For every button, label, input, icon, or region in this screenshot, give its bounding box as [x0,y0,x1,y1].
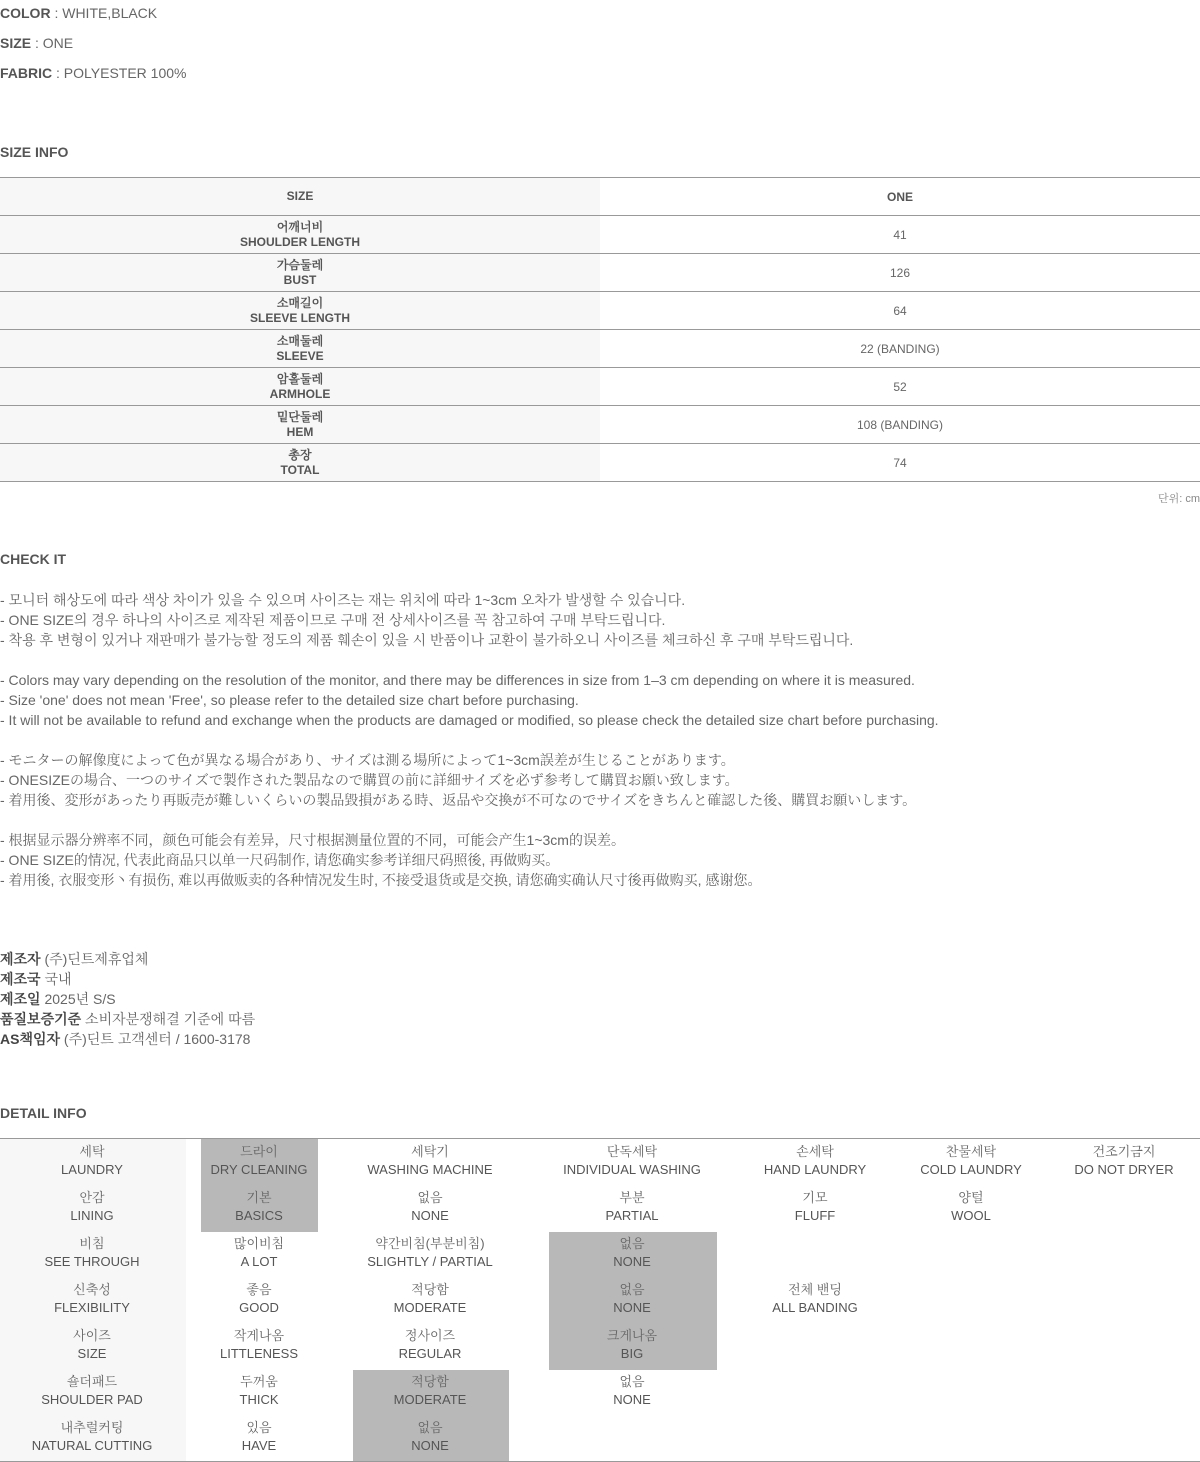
detail-option [1074,1143,1173,1179]
detail-text-en: GOOD [239,1300,279,1315]
size-label-en: SLEEVE LENGTH [249,310,350,325]
detail-text-en: MODERATE [393,1392,467,1407]
detail-text-en: NATURAL CUTTING [31,1438,153,1453]
note-line: - ONE SIZE的情况, 代表此商品只以单一尺码制作, 请您确实参考详细尺码照後, 再做购买。 [0,852,560,868]
detail-option [411,1419,449,1455]
spec-value: : ONE [31,35,74,51]
detail-text-ko: 없음 [619,1236,645,1251]
spec-value: : WHITE,BLACK [50,5,158,21]
detail-text-en: HAVE [241,1438,277,1453]
detail-text-ko: 정사이즈 [404,1328,456,1343]
detail-text-ko: 부분 [619,1190,645,1205]
detail-option [394,1281,467,1317]
detail-text-ko: 두꺼움 [240,1374,278,1389]
size-row [0,254,1200,292]
maker-value: (주)딘트 고객센터 / 1600-3178 [60,1031,251,1047]
detail-option [764,1143,866,1179]
size-row-value: 126 [600,254,1200,292]
maker-value: (주)딘트제휴업체 [40,951,149,967]
maker-value: 소비자분쟁해결 기준에 따름 [81,1011,256,1027]
detail-text-ko: 양털 [958,1190,984,1205]
detail-text-en: ALL BANDING [772,1300,858,1315]
detail-text-ko: 좋음 [246,1282,272,1297]
detail-text-ko: 건조기금지 [1092,1144,1156,1159]
spec-label: FABRIC [0,65,53,81]
detail-text-ko: 세탁 [79,1144,105,1159]
size-table-header [0,178,1200,216]
detail-option [367,1235,492,1271]
note-line: - 모니터 해상도에 따라 색상 차이가 있을 수 있으며 사이즈는 재는 위치에 따라 1~3cm 오차가 발생할 수 있습니다. [0,592,686,608]
note-line: - モニターの解像度によって色が異なる場合があり、サイズは測る場所によって1~3cm誤差が生じることがあります。 [0,752,735,768]
size-header-label: SIZE [0,178,600,216]
detail-text-ko: 많이비침 [233,1236,285,1251]
detail-row-label [73,1327,111,1363]
detail-option [235,1189,283,1225]
maker-label: 제조일 [0,991,41,1007]
detail-option [234,1235,284,1271]
size-row [0,292,1200,330]
detail-text-ko: 기모 [802,1190,828,1205]
spec-fabric [0,64,186,82]
detail-text-en: COLD LAUNDRY [920,1162,1022,1177]
detail-text-en: DO NOT DRYER [1074,1162,1174,1177]
detail-option [613,1235,651,1271]
detail-text-en: WOOL [951,1208,991,1223]
size-row-label [0,406,600,444]
detail-text-ko: 세탁기 [411,1144,449,1159]
size-label-en: BUST [283,272,317,287]
size-label-ko: 어깨너비 [276,219,324,234]
maker-info [0,949,255,1049]
size-label-ko: 암홀둘레 [276,371,324,386]
detail-row-label [41,1373,143,1409]
detail-text-ko: 안감 [79,1190,105,1205]
maker-row [0,949,255,969]
size-label-en: ARMHOLE [269,386,331,401]
maker-label: 제조자 [0,951,41,967]
size-label-en: SLEEVE [276,348,324,363]
maker-row [0,989,255,1009]
detail-option [613,1281,651,1317]
detail-text-ko: 작게나옴 [233,1328,285,1343]
size-header-value: ONE [600,178,1200,216]
detail-text-en: NONE [613,1300,651,1315]
size-info-title: SIZE INFO [0,144,69,160]
detail-text-en: REGULAR [398,1346,462,1361]
detail-text-ko: 드라이 [240,1144,278,1159]
size-row-value: 22 (BANDING) [600,330,1200,368]
size-row-value: 52 [600,368,1200,406]
detail-text-en: A LOT [240,1254,278,1269]
detail-option [399,1327,462,1363]
detail-text-en: NONE [411,1208,449,1223]
detail-row-label [70,1189,113,1225]
detail-text-ko: 적당함 [411,1282,449,1297]
detail-text-ko: 크게나옴 [606,1328,658,1343]
detail-text-ko: 찬물세탁 [945,1144,997,1159]
detail-text-ko: 신축성 [73,1282,111,1297]
spec-color [0,4,157,22]
detail-option [394,1373,467,1409]
note-line: - ONESIZEの場合、一つのサイズで製作された製品なので購買の前に詳細サイズを必ず参考して購買お願い致します。 [0,772,739,788]
spec-size [0,34,73,52]
size-row-label [0,368,600,406]
size-row [0,406,1200,444]
detail-text-en: NONE [613,1254,651,1269]
detail-option [210,1143,307,1179]
detail-option [951,1189,991,1225]
detail-row-label [44,1235,139,1271]
detail-text-ko: 손세탁 [796,1144,834,1159]
size-label-en: SHOULDER LENGTH [240,234,360,249]
detail-info-title: DETAIL INFO [0,1105,87,1121]
detail-text-en: SLIGHTLY / PARTIAL [367,1254,493,1269]
detail-option [607,1327,657,1363]
note-line: - It will not be available to refund and exchange when the products are damaged or modified, so please check the detailed size chart before purchasing. [0,712,939,728]
maker-row [0,969,255,989]
note-line: - 着用後、変形があったり再販売が難しいくらいの製品毀損がある時、返品や交換が不可なのでサイズをきちんと確認した後、購買お願いします。 [0,792,917,808]
spec-value: : POLYESTER 100% [52,65,187,81]
detail-text-ko: 없음 [619,1374,645,1389]
size-label-ko: 소매길이 [276,295,324,310]
maker-label: 제조국 [0,971,41,987]
size-row-value: 108 (BANDING) [600,406,1200,444]
detail-text-en: NONE [613,1392,651,1407]
detail-text-en: NONE [411,1438,449,1453]
size-row-label [0,292,600,330]
detail-text-en: LINING [70,1208,114,1223]
size-row-label [0,216,600,254]
size-row-label [0,444,600,482]
note-line: - 着用後, 衣服变形丶有损伤, 难以再做贩卖的各种情况发生时, 不接受退货或是交换, 请您确实确认尺寸後再做购买, 感谢您。 [0,872,762,888]
detail-option [772,1281,858,1317]
note-line: - ONE SIZE의 경우 하나의 사이즈로 제작된 제품이므로 구매 전 상세사이즈를 꼭 참고하여 구매 부탁드립니다. [0,612,666,628]
detail-text-ko: 내추럴커팅 [60,1420,124,1435]
size-label-ko: 밑단둘레 [276,409,324,424]
detail-row-label [54,1281,130,1317]
detail-text-ko: 숄더패드 [66,1374,118,1389]
size-row [0,216,1200,254]
check-it-title: CHECK IT [0,551,67,567]
detail-text-ko: 비침 [79,1236,105,1251]
detail-text-ko: 기본 [246,1190,272,1205]
detail-option [367,1143,492,1179]
detail-text-en: MODERATE [393,1300,467,1315]
detail-text-en: DRY CLEANING [210,1162,308,1177]
size-row [0,368,1200,406]
note-line: - Size 'one' does not mean 'Free', so please refer to the detailed size chart before purchasing. [0,692,579,708]
note-line: - Colors may vary depending on the resolution of the monitor, and there may be differences in size from 1–3 cm depending on where it is measured. [0,672,915,688]
detail-text-en: FLEXIBILITY [54,1300,130,1315]
detail-text-ko: 없음 [417,1420,443,1435]
detail-text-en: SHOULDER PAD [41,1392,143,1407]
detail-text-en: FLUFF [794,1208,836,1223]
detail-option [563,1143,701,1179]
detail-row-label [61,1143,123,1179]
size-row-value: 41 [600,216,1200,254]
spec-label: SIZE [0,35,32,51]
detail-option [242,1419,276,1455]
detail-text-en: HAND LAUNDRY [763,1162,867,1177]
detail-option [239,1281,279,1317]
detail-text-ko: 적당함 [411,1374,449,1389]
maker-value: 2025년 S/S [40,991,116,1007]
detail-option [220,1327,298,1363]
maker-row [0,1009,255,1029]
detail-text-en: LAUNDRY [61,1162,123,1177]
detail-text-ko: 있음 [246,1420,272,1435]
detail-option [606,1189,659,1225]
note-line: - 根据显示器分辨率不同，颜色可能会有差异，尺寸根据测量位置的不同，可能会产生1~3cm的误差。 [0,832,625,848]
detail-text-en: LITTLENESS [219,1346,299,1361]
size-row-label [0,254,600,292]
detail-text-en: WASHING MACHINE [367,1162,493,1177]
detail-option [240,1373,279,1409]
note-line: - 착용 후 변형이 있거나 재판매가 불가능할 정도의 제품 훼손이 있을 시 반품이나 교환이 불가하오니 사이즈를 체크하신 후 구매 부탁드립니다. [0,632,854,648]
detail-text-en: SEE THROUGH [44,1254,140,1269]
maker-value: 국내 [40,971,72,987]
detail-text-ko: 약간비침(부분비침) [375,1236,485,1251]
size-label-ko: 소매둘레 [276,333,324,348]
detail-option [920,1143,1022,1179]
detail-text-ko: 사이즈 [73,1328,111,1343]
size-row-value: 64 [600,292,1200,330]
maker-label: 품질보증기준 [0,1011,82,1027]
size-row-value: 74 [600,444,1200,482]
detail-text-ko: 전체 밴딩 [788,1282,842,1297]
detail-row-label [32,1419,153,1455]
detail-text-ko: 없음 [619,1282,645,1297]
size-row [0,444,1200,482]
detail-option [795,1189,835,1225]
detail-text-ko: 없음 [417,1190,443,1205]
size-row-label [0,330,600,368]
size-label-ko: 가슴둘레 [276,257,324,272]
detail-text-en: INDIVIDUAL WASHING [563,1162,701,1177]
detail-text-en: BASICS [235,1208,283,1223]
detail-text-ko: 단독세탁 [606,1144,658,1159]
size-label-en: HEM [286,424,314,439]
size-label-ko: 총장 [288,447,312,462]
size-label-en: TOTAL [280,462,320,477]
maker-row [0,1029,255,1049]
detail-text-en: SIZE [77,1346,107,1361]
size-row [0,330,1200,368]
detail-text-en: THICK [239,1392,279,1407]
size-unit-note: 단위: cm [1157,493,1200,505]
detail-info-grid [0,1138,1200,1462]
maker-label: AS책임자 [0,1031,61,1047]
detail-text-en: PARTIAL [605,1208,659,1223]
detail-option [411,1189,449,1225]
spec-label: COLOR [0,5,51,21]
check-it-notes [0,590,939,890]
detail-text-en: BIG [620,1346,644,1361]
detail-option [613,1373,651,1409]
size-table [0,177,1200,482]
